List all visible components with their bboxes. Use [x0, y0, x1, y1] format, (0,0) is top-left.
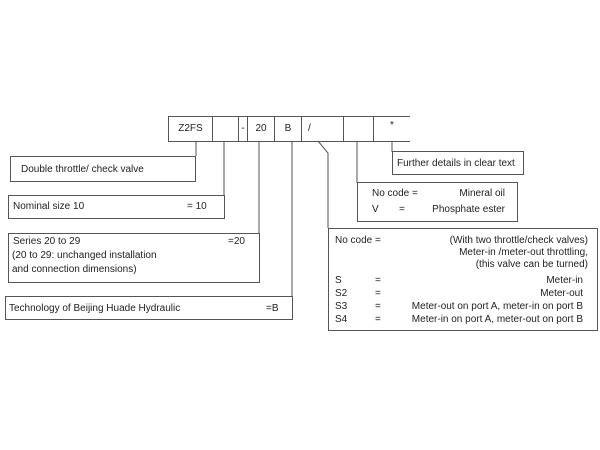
- series-box: [8, 233, 260, 283]
- function-box: [328, 228, 598, 331]
- function-desc-s3: Meter-out on port A, meter-in on port B: [411, 301, 583, 312]
- seal-desc-2: Phosphate ester: [432, 204, 505, 215]
- function-header-line-1: (With two throttle/check valves): [449, 235, 588, 246]
- function-code-s4: S4: [335, 314, 348, 325]
- function-code-s: S: [335, 275, 342, 286]
- seal-desc-1: Mineral oil: [459, 188, 505, 199]
- nominal-size-box: [8, 195, 225, 219]
- connector-function: [318, 141, 328, 228]
- details-box: [392, 151, 524, 175]
- technology-label: Technology of Beijing Huade Hydraulic: [9, 303, 181, 314]
- nominal-size-value: = 10: [187, 201, 207, 212]
- code-cell-technology: B: [274, 116, 302, 142]
- valve-type-box: [10, 156, 196, 182]
- seal-code-2: V: [372, 204, 379, 215]
- seal-material-box: [357, 182, 518, 222]
- function-desc-s4: Meter-in on port A, meter-out on port B: [411, 314, 583, 325]
- valve-type-label: Double throttle/ check valve: [21, 164, 144, 175]
- function-eq-s2: =: [375, 288, 381, 299]
- code-cell-slash: /: [301, 116, 344, 142]
- code-cell-model: Z2FS: [168, 116, 213, 142]
- code-cell-dash: -: [238, 116, 248, 142]
- function-header-code: No code =: [335, 235, 381, 246]
- function-code-s2: S2: [335, 288, 348, 299]
- function-eq-s4: =: [375, 314, 381, 325]
- function-desc-s2: Meter-out: [540, 288, 583, 299]
- code-cell-details: *: [373, 116, 410, 142]
- function-header-line-2: Meter-in /meter-out throttling,: [459, 247, 588, 258]
- function-header-line-3: (this valve can be turned): [475, 259, 588, 270]
- details-label: Further details in clear text: [397, 158, 515, 169]
- technology-box: [5, 296, 293, 320]
- seal-code-1: No code =: [372, 188, 418, 199]
- technology-value: =B: [266, 303, 279, 314]
- nominal-size-label: Nominal size 10: [13, 201, 85, 212]
- function-eq-s3: =: [375, 301, 381, 312]
- seal-eq-2: =: [399, 204, 405, 215]
- series-value: =20: [228, 236, 245, 247]
- series-note-line-1: (20 to 29: unchanged installation: [12, 250, 157, 261]
- code-cell-seal: [343, 116, 374, 142]
- series-note-line-2: and connection dimensions): [12, 264, 137, 275]
- function-eq-s: =: [375, 275, 381, 286]
- function-code-s3: S3: [335, 301, 348, 312]
- function-desc-s: Meter-in: [546, 275, 583, 286]
- series-label: Series 20 to 29: [13, 236, 81, 247]
- code-cell-series: 20: [247, 116, 275, 142]
- code-cell-blank: [212, 116, 239, 142]
